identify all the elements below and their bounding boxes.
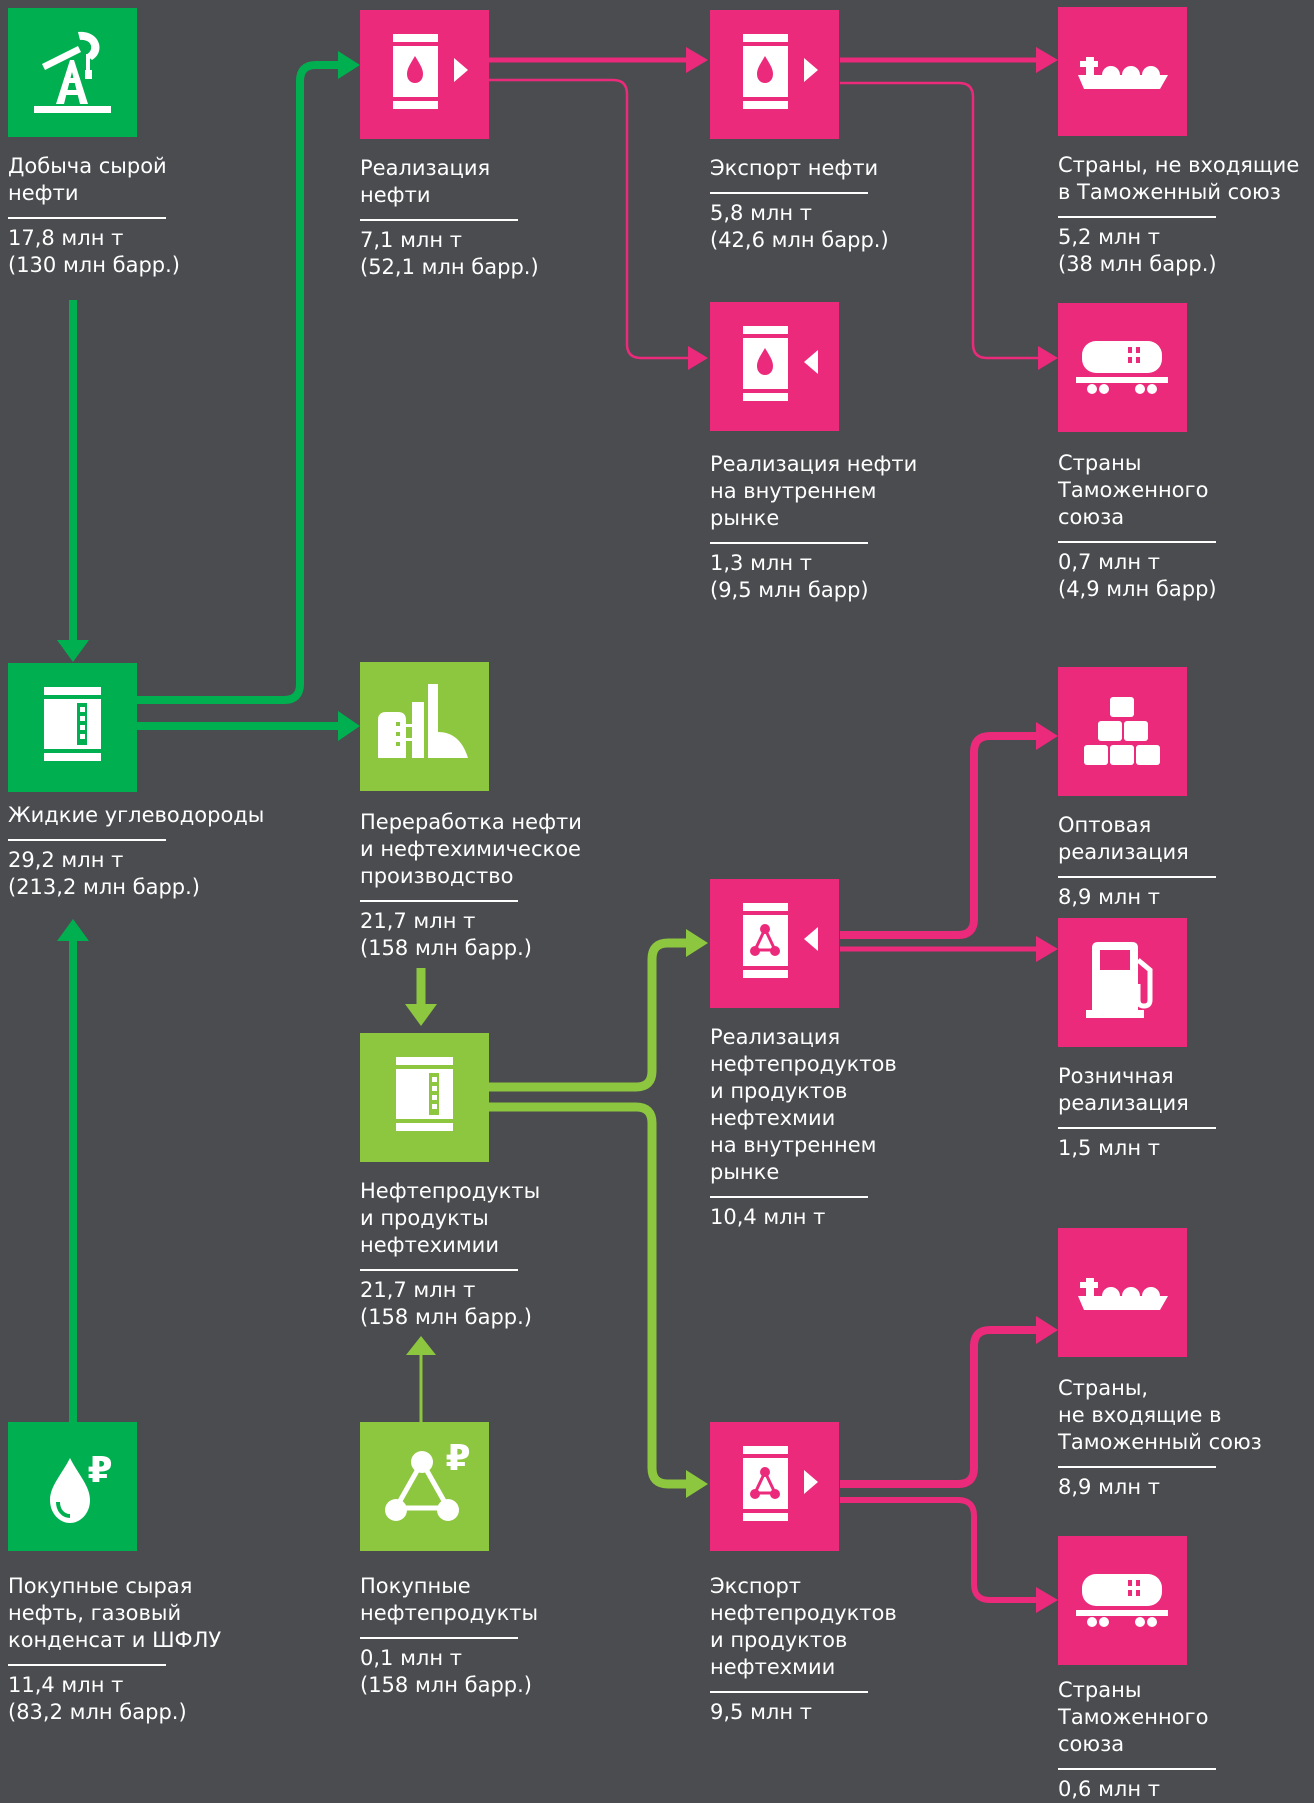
node-value: 7,1 млн т (52,1 млн барр.) — [360, 228, 539, 279]
node-products-export — [710, 1422, 950, 1726]
node-value: 0,7 млн т (4,9 млн барр) — [1058, 550, 1217, 601]
node-value: 8,9 млн т — [1058, 1475, 1160, 1499]
arrowhead — [1036, 1316, 1058, 1344]
node-oil-domestic — [710, 302, 950, 604]
node-value: 21,7 млн т (158 млн барр.) — [360, 909, 532, 960]
arrowhead — [57, 919, 89, 941]
node-oil-sales — [360, 10, 620, 281]
divider — [360, 1637, 518, 1639]
divider — [1058, 216, 1216, 218]
tile — [360, 10, 489, 139]
node-value: 11,4 млн т (83,2 млн барр.) — [8, 1673, 187, 1724]
divider — [710, 1691, 868, 1693]
tile — [710, 302, 839, 431]
chem-out-icon — [710, 1422, 839, 1551]
node-label: Страны Таможенного союза — [1058, 1678, 1209, 1756]
node-refining — [360, 662, 640, 962]
node-label: Экспорт нефти — [710, 156, 879, 180]
oil-drop-ruble-icon — [8, 1422, 137, 1551]
oil-out-icon — [360, 10, 489, 139]
node-label: Розничная реализация — [1058, 1064, 1189, 1115]
node-value: 0,6 млн т — [1058, 1777, 1160, 1801]
arrowhead — [688, 346, 708, 370]
node-value: 1,5 млн т — [1058, 1136, 1160, 1160]
rail-tank-icon — [1058, 303, 1187, 432]
divider — [1058, 876, 1216, 878]
node-label: Реализация нефтепродуктов и продуктов нефтехмии на внутреннем рынке — [710, 1025, 897, 1184]
node-products — [360, 1033, 620, 1331]
tile — [1058, 1228, 1187, 1357]
oil-in-icon — [710, 302, 839, 431]
node-products-domestic — [710, 879, 950, 1231]
divider — [8, 1664, 166, 1666]
node-label: Жидкие углеводороды — [8, 803, 265, 827]
arrowhead — [405, 1004, 437, 1026]
fuel-pump-icon — [1058, 918, 1187, 1047]
node-products-non-cu — [1058, 1228, 1310, 1501]
pumpjack-icon — [8, 8, 137, 137]
arrowhead — [1036, 722, 1058, 750]
divider — [360, 900, 518, 902]
tile — [1058, 303, 1187, 432]
node-label: Реализация нефти — [360, 156, 491, 207]
barrels-icon — [1058, 667, 1187, 796]
arrowhead — [57, 640, 89, 662]
node-label: Покупные сырая нефть, газовый конденсат и ШФЛУ — [8, 1574, 222, 1652]
node-purchased-crude — [8, 1422, 308, 1726]
node-label: Нефтепродукты и продукты нефтехимии — [360, 1179, 541, 1257]
tile — [8, 1422, 137, 1551]
node-label: Добыча сырой нефти — [8, 154, 167, 205]
tile — [8, 663, 137, 792]
node-label: Страны, не входящие в Таможенный союз — [1058, 1376, 1262, 1454]
svg-text:₽: ₽ — [445, 1438, 471, 1479]
divider — [1058, 1768, 1216, 1770]
tile — [360, 1033, 489, 1162]
node-label: Оптовая реализация — [1058, 813, 1189, 864]
node-value: 9,5 млн т — [710, 1700, 812, 1724]
arrowhead — [338, 51, 360, 79]
divider — [1058, 1127, 1216, 1129]
divider — [710, 1196, 868, 1198]
tile — [360, 662, 489, 791]
node-value: 5,8 млн т (42,6 млн барр.) — [710, 201, 889, 252]
arrowhead — [686, 929, 708, 957]
oil-out-icon — [710, 10, 839, 139]
rail-tank-icon — [1058, 1536, 1187, 1665]
node-purchased-products — [360, 1422, 620, 1699]
tile — [1058, 7, 1187, 136]
node-value: 17,8 млн т (130 млн барр.) — [8, 226, 180, 277]
node-oil-export — [710, 10, 950, 254]
tile — [710, 1422, 839, 1551]
node-value: 8,9 млн т — [1058, 885, 1160, 909]
node-value: 10,4 млн т — [710, 1205, 826, 1229]
node-label: Переработка нефти и нефтехимическое производство — [360, 810, 582, 888]
node-liquid-hydrocarbons — [8, 663, 308, 901]
ship-icon — [1058, 7, 1187, 136]
tank-icon — [8, 663, 137, 792]
divider — [1058, 1466, 1216, 1468]
arrowhead — [686, 47, 708, 73]
node-value: 29,2 млн т (213,2 млн барр.) — [8, 848, 201, 899]
tile — [710, 879, 839, 1008]
divider — [360, 219, 518, 221]
divider — [8, 217, 166, 219]
node-crude-production — [8, 8, 198, 279]
node-oil-cu — [1058, 303, 1310, 603]
tile — [1058, 1536, 1187, 1665]
arrowhead — [1038, 346, 1058, 370]
tile — [360, 1422, 489, 1551]
node-label: Страны, не входящие в Таможенный союз — [1058, 153, 1300, 204]
node-label: Страны Таможенного союза — [1058, 451, 1209, 529]
arrowhead — [686, 1470, 708, 1498]
chem-in-icon — [710, 879, 839, 1008]
divider — [8, 839, 166, 841]
tile — [710, 10, 839, 139]
molecule-ruble-icon — [360, 1422, 489, 1551]
tile — [1058, 918, 1187, 1047]
arrowhead — [1036, 1587, 1058, 1613]
arrowhead — [1036, 47, 1058, 73]
tile — [8, 8, 137, 137]
node-value: 0,1 млн т (158 млн барр.) — [360, 1646, 532, 1697]
ship-icon — [1058, 1228, 1187, 1357]
divider — [360, 1269, 518, 1271]
divider — [710, 542, 868, 544]
node-label: Реализация нефти на внутреннем рынке — [710, 452, 918, 530]
node-value: 1,3 млн т (9,5 млн барр) — [710, 551, 869, 602]
divider — [710, 192, 868, 194]
arrowhead — [338, 711, 360, 741]
node-label: Покупные нефтепродукты — [360, 1574, 539, 1625]
node-value: 21,7 млн т (158 млн барр.) — [360, 1278, 532, 1329]
arrowhead — [1036, 936, 1058, 962]
node-retail — [1058, 918, 1310, 1162]
refinery-icon — [360, 662, 489, 791]
node-wholesale — [1058, 667, 1310, 911]
node-oil-non-cu — [1058, 7, 1310, 278]
node-label: Экспорт нефтепродуктов и продуктов нефтехмии — [710, 1574, 897, 1679]
node-products-cu — [1058, 1536, 1310, 1803]
divider — [1058, 541, 1216, 543]
arrowhead — [406, 1336, 436, 1355]
tank-icon — [360, 1033, 489, 1162]
svg-text:₽: ₽ — [87, 1450, 113, 1491]
tile — [1058, 667, 1187, 796]
node-value: 5,2 млн т (38 млн барр.) — [1058, 225, 1217, 276]
